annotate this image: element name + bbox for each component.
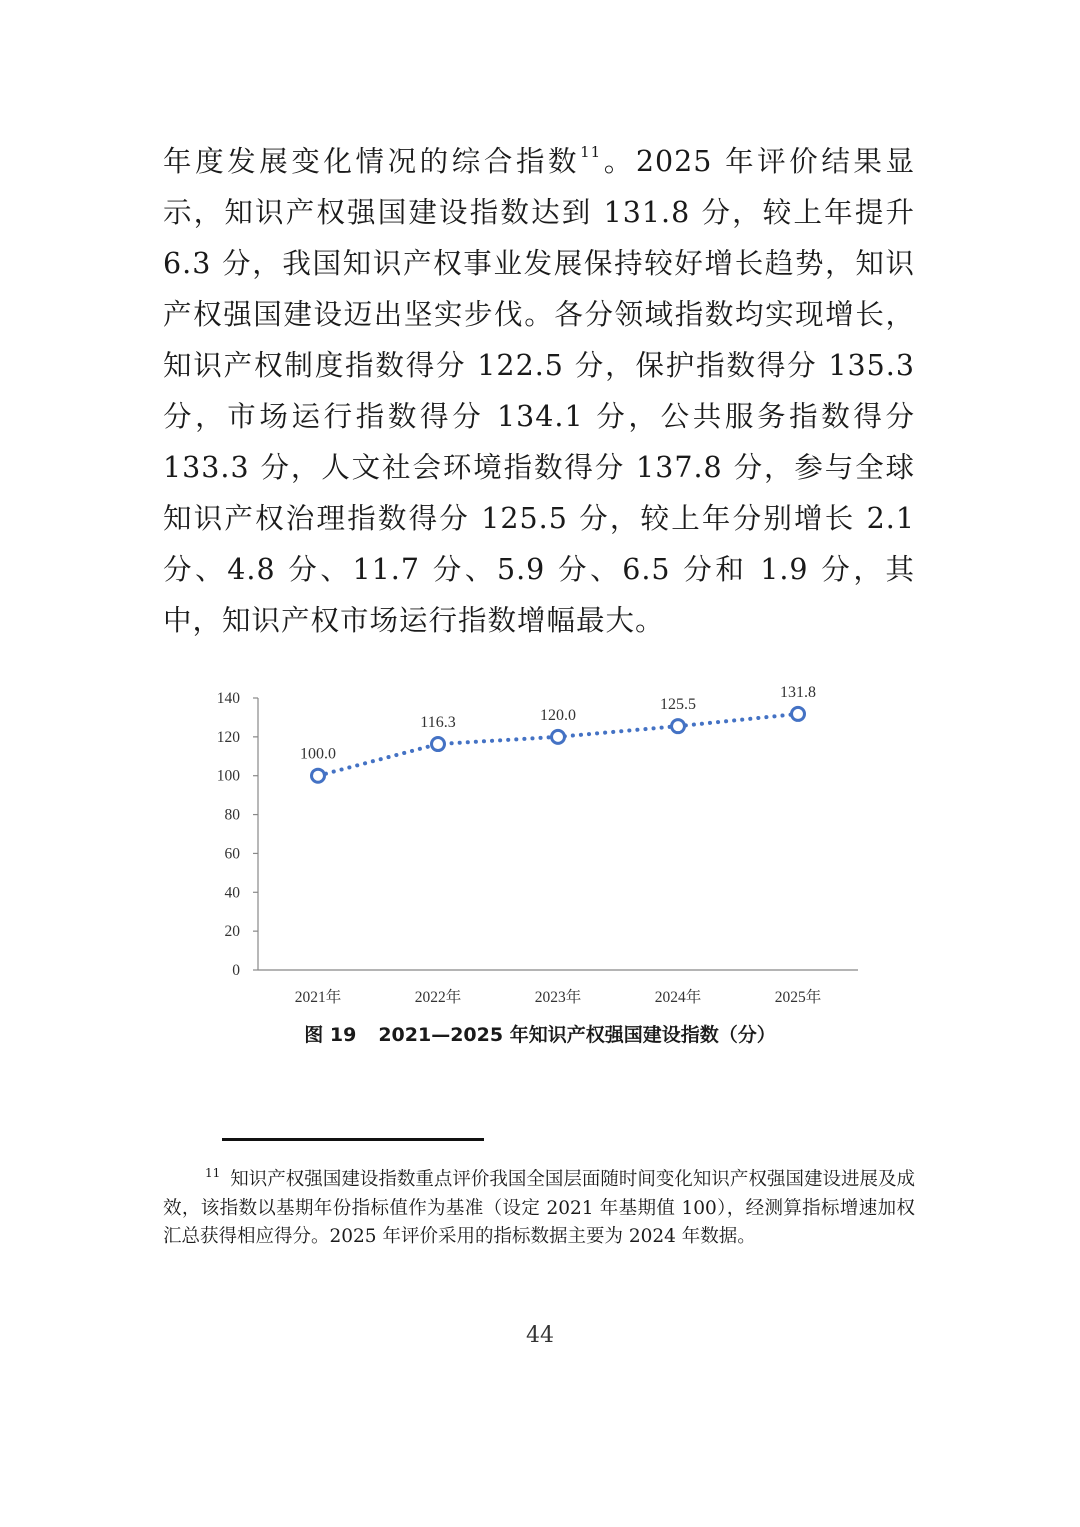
body-text-part2: 。2025 年评价结果显示，知识产权强国建设指数达到 131.8 分，较上年提升 6.3 分，我国知识产权事业发展保持较好增长趋势，知识产权强国建设迈出坚实步伐。各分领域指数均实现增长，知识产权制度指数得分 122.5 分，保护指数得分 135.3 分，市场运行指数得分 134.1 分，公共服务指数得分 133.3 分，人文社会环境指数得分 137.8 分，参与全球知识产权治理指数得分 125.5 分，较上年分别增长 2.1 分、4.8 分、11.7 分、5.9 分、6.5 分和 1.9 分，其中，知识产权市场运行指数增幅最大。 <box>163 145 915 637</box>
data-point[interactable] <box>552 730 565 743</box>
data-label: 125.5 <box>660 696 696 714</box>
y-tick-label: 60 <box>224 845 240 863</box>
page-number: 44 <box>526 1323 554 1348</box>
body-text <box>163 136 915 646</box>
y-tick-label: 80 <box>224 806 240 824</box>
body-paragraph <box>163 136 915 646</box>
x-tick-label: 2024年 <box>654 989 702 1006</box>
data-label: 116.3 <box>420 714 456 732</box>
figure-caption <box>0 1020 1080 1047</box>
y-tick-label: 20 <box>224 923 240 941</box>
data-label: 131.8 <box>780 683 816 701</box>
body-text-part1: 年度发展变化情况的综合指数 <box>163 145 581 178</box>
footnote-number: 11 <box>205 1166 221 1180</box>
footnote-divider <box>222 1138 484 1141</box>
footnote-reference[interactable]: 11 <box>580 143 602 161</box>
footnote-text: 知识产权强国建设指数重点评价我国全国层面随时间变化知识产权强国建设进展及成效，该指数以基期年份指标值作为基准（设定 2021 年基期值 100），经测算指标增速加权汇总获得相应得分。2025 年评价采用的指标数据主要为 2024 年数据。 <box>163 1169 915 1247</box>
data-point[interactable] <box>672 720 685 733</box>
figure-number: 图 19 <box>304 1024 357 1046</box>
y-tick-label: 140 <box>216 690 240 707</box>
line-chart <box>0 670 1080 1020</box>
y-tick-label: 120 <box>216 728 240 746</box>
figure-title: 2021—2025 年知识产权强国建设指数（分） <box>378 1024 776 1046</box>
y-tick-label: 0 <box>232 962 240 979</box>
data-label: 100.0 <box>300 745 336 763</box>
footnote <box>163 1166 915 1252</box>
data-point[interactable] <box>432 738 445 751</box>
y-tick-label: 100 <box>216 767 240 785</box>
chart-container <box>0 670 1080 1020</box>
x-tick-label: 2023年 <box>534 989 582 1006</box>
data-label: 120.0 <box>540 706 576 724</box>
y-tick-label: 40 <box>224 884 240 902</box>
x-tick-label: 2025年 <box>774 989 822 1006</box>
data-point[interactable] <box>792 707 805 720</box>
x-tick-label: 2022年 <box>414 989 462 1006</box>
data-point[interactable] <box>312 769 325 782</box>
x-tick-label: 2021年 <box>294 989 342 1006</box>
